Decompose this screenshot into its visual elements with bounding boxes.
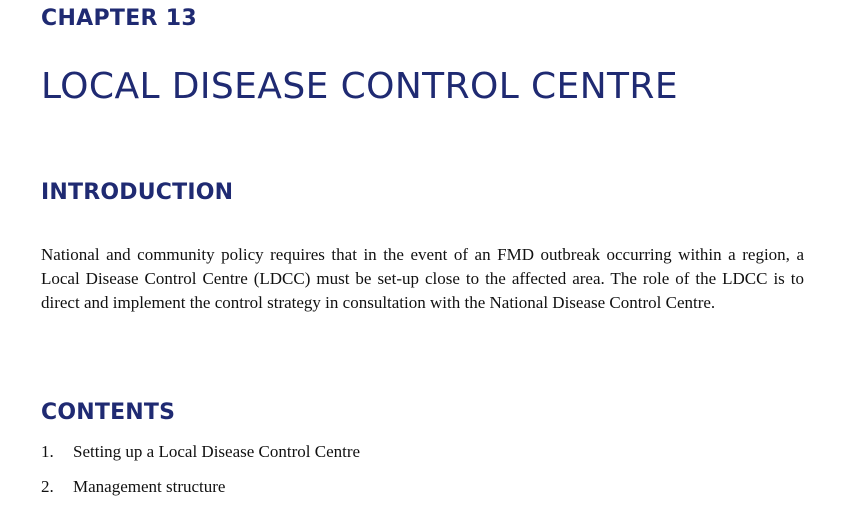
chapter-title: LOCAL DISEASE CONTROL CENTRE: [41, 66, 678, 107]
contents-heading: CONTENTS: [41, 400, 176, 425]
contents-item: [41, 475, 360, 499]
introduction-paragraph: National and community policy requires that in the event of an FMD outbreak occurring within a region, a Local Disease Control Centre (LDCC) must be set-up close to the affected area. The role of the LDCC is to direct and implement the control strategy in consultation with the National Disease Control Centre.: [41, 245, 804, 312]
chapter-label: CHAPTER 13: [41, 6, 197, 31]
contents-item-text: Management structure: [73, 477, 226, 496]
contents-item-number: 1.: [41, 442, 54, 461]
contents-item: [41, 440, 360, 464]
contents-item-text: Setting up a Local Disease Control Centre: [73, 442, 361, 461]
contents-list: [41, 440, 360, 510]
introduction-heading: INTRODUCTION: [41, 180, 234, 205]
contents-item-number: 2.: [41, 477, 54, 496]
